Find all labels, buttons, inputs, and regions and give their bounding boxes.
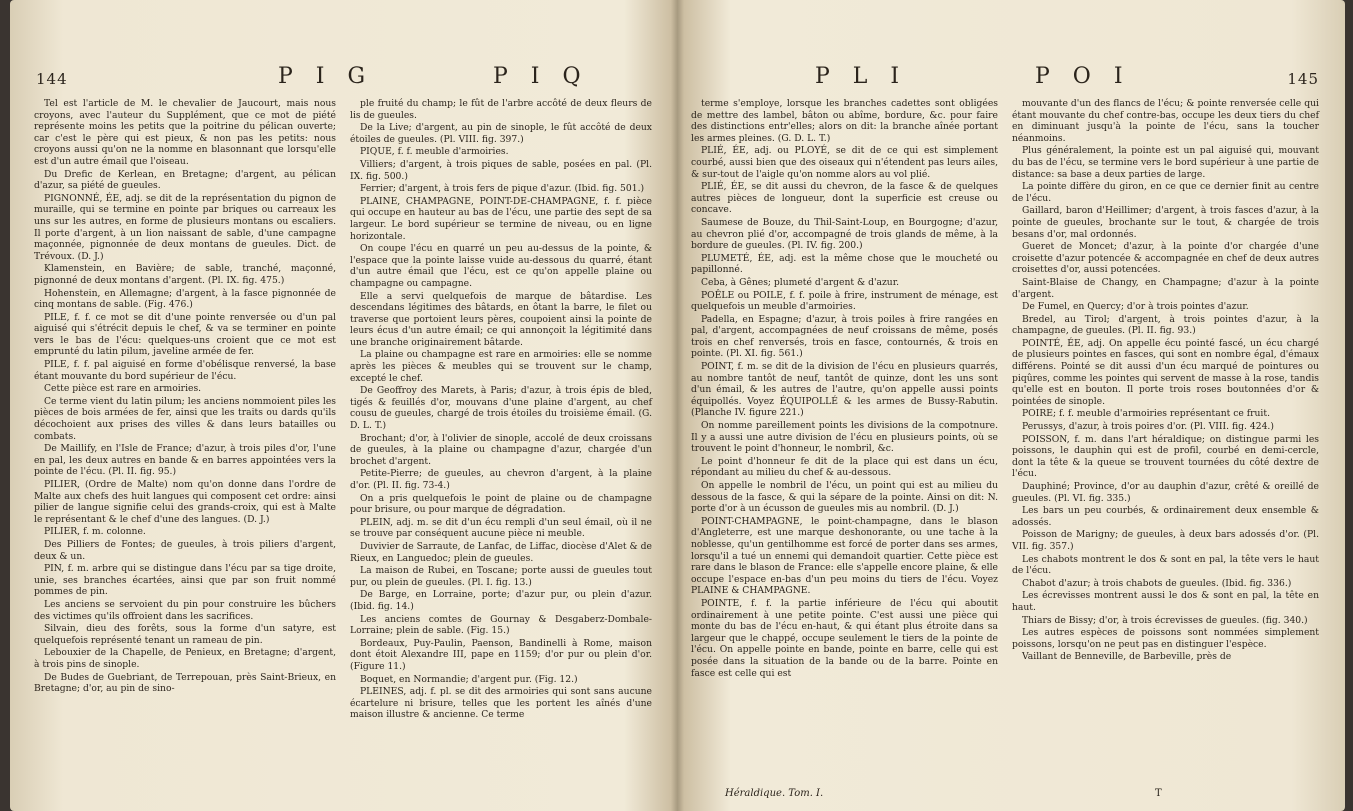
running-head: P I Q: [493, 64, 589, 89]
paragraph: Dauphiné; Province, d'or au dauphin d'azur, crêté & oreillé de gueules. (Pl. VI. fig. 335.): [1012, 481, 1319, 504]
text-column-left: [691, 98, 998, 680]
paragraph: Ferrier; d'argent, à trois fers de pique d'azur. (Ibid. fig. 501.): [360, 183, 645, 195]
paragraph: Les bars un peu courbés, & ordinairement deux ensemble & adossés.: [1012, 505, 1319, 528]
left-page-header: [28, 58, 658, 98]
paragraph: PIQUE, f. f. meuble d'armoiries.: [360, 146, 509, 158]
paragraph: POÊLE ou POILE, f. f. poile à frire, instrument de ménage, est quelquefois un meuble d'armoiries.: [691, 289, 998, 313]
signature-mark: T: [1155, 788, 1162, 799]
paragraph: Elle a servi quelquefois de marque de bâtardise. Les descendans légitimes des bâtards, en ôtant la barre, le filet ou traverse que portoient leurs pères, coupoient ainsi la pointe de leurs écus d'un autre émail; ce qui annonçoit la légitimité dans une branche originairement bâtarde.: [350, 290, 652, 348]
paragraph: PILE, f. f. pal aiguisé en forme d'obélisque renversé, la base étant mouvante du bord supérieur de l'écu.: [34, 359, 336, 382]
paragraph: Brochant; d'or, à l'olivier de sinople, accolé de deux croissans de gueules, à la plaine ou champagne d'azur, chargée d'un brochet d'argent.: [350, 432, 652, 467]
paragraph: Saumese de Bouze, du Thil-Saint-Loup, en Bourgogne; d'azur, au chevron plié d'or, accompagné de trois glands de même, à la bordure de gueules. (Pl. IV. fig. 200.): [691, 216, 998, 252]
paragraph: PIN, f. m. arbre qui se distingue dans l'écu par sa tige droite, unie, ses branches écartées, ainsi que par son fruit nommé pommes de pin.: [34, 563, 336, 598]
paragraph: Les écrevisses montrent aussi le dos & sont en pal, la tête en haut.: [1012, 590, 1319, 613]
paragraph: PLIÉ, ÉE, adj. ou PLOYÉ, se dit de ce qui est simplement courbé, aussi bien que des oiseaux qui n'étendent pas leurs ailes, & sur-tout de l'aigle qu'on nomme alors au vol plié.: [691, 145, 998, 180]
paragraph: Ceba, à Gênes; plumeté d'argent & d'azur.: [701, 276, 900, 288]
paragraph: On appelle le nombril de l'écu, un point qui est au milieu du dessous de la fasce, & qui la sépare de la pointe. Ainsi on dit: N. porte d'or à un écusson de gueules mis au nombril. (D. J.): [691, 480, 998, 515]
paragraph: PIGNONNÉ, ÉE, adj. se dit de la représentation du pignon de muraille, qui se termine en pointe par briques ou carreaux les uns sur les autres, en forme de plusieurs montans ou escaliers. Il porte d'argent, à un lion naissant de sable, d'une campagne maçonnée, pignonnée de deux montans de gueules. Dict. de Trévoux. (D. J.): [34, 192, 336, 262]
paragraph: On a pris quelquefois le point de plaine ou de champagne pour brisure, ou pour marque de dégradation.: [350, 492, 652, 516]
text-column-right: [350, 98, 652, 722]
paragraph: Duvivier de Sarraute, de Lanfac, de Liffac, diocèse d'Alet & de Rieux, en Languedoc; plein de gueules.: [350, 540, 652, 564]
paragraph: PILIER, f. m. colonne.: [44, 526, 146, 538]
paragraph: Boquet, en Normandie; d'argent pur. (Fig. 12.): [360, 673, 578, 685]
paragraph: De Fumel, en Quercy; d'or à trois pointes d'azur.: [1022, 301, 1249, 313]
paragraph: Les anciens se servoient du pin pour construire les bûchers des victimes qu'ils offroient dans les sacrifices.: [34, 598, 336, 622]
paragraph: POIRE; f. f. meuble d'armoiries représentant ce fruit.: [1022, 408, 1270, 420]
paragraph: Saint-Blaise de Changy, en Champagne; d'azur à la pointe d'argent.: [1012, 276, 1319, 300]
paragraph: De la Live; d'argent, au pin de sinople, le fût accôté de deux étoiles de gueules. (Pl. VIII. fig. 397.): [350, 122, 652, 145]
paragraph: PLEIN, adj. m. se dit d'un écu rempli d'un seul émail, où il ne se trouve par conséquent aucune pièce ni meuble.: [350, 516, 652, 540]
paragraph: mouvante d'un des flancs de l'écu; & pointe renversée celle qui étant mouvante du chef contre-bas, occupe les deux tiers du chef en diminuant jusqu'à la pointe de l'écu, sans la toucher néanmoins.: [1012, 98, 1319, 144]
paragraph: Gueret de Moncet; d'azur, à la pointe d'or chargée d'une croisette d'azur potencée & accompagnée en chef de deux autres croisettes d'or, aussi potencées.: [1012, 241, 1319, 276]
paragraph: Les autres espèces de poissons sont nommées simplement poissons, lorsqu'on ne peut pas en distinguer l'espèce.: [1012, 627, 1319, 650]
paragraph: Bordeaux, Puy-Paulin, Paenson, Bandinelli à Rome, maison dont étoit Alexandre III, pape en 1159; d'or pur ou plein d'or. (Figure 11.): [350, 637, 652, 672]
paragraph: Villiers; d'argent, à trois piques de sable, posées en pal. (Pl. IX. fig. 500.): [350, 158, 652, 182]
paragraph: Chabot d'azur; à trois chabots de gueules. (Ibid. fig. 336.): [1022, 577, 1292, 589]
running-head: P I G: [278, 64, 374, 89]
book-spread: [10, 0, 1345, 811]
paragraph: Lebouxier de la Chapelle, de Penieux, en Bretagne; d'argent, à trois pins de sinople.: [34, 647, 336, 670]
paragraph: POINTE, f. f. la partie inférieure de l'écu qui aboutit ordinairement à une petite pointe. C'est aussi une pièce qui monte du bas de l'écu en-haut, & qui étant plus étroite dans sa largeur que le chappé, occupe seulement le tiers de la pointe de l'écu. On appelle pointe en bande, pointe en barre, celle qui est posée dans la situation de la bande ou de la barre. Pointe en fasce est celle qui est: [691, 597, 998, 679]
paragraph: Du Drefic de Kerlean, en Bretagne; d'argent, au pélican d'azur, sa piété de gueules.: [34, 168, 336, 192]
paragraph: PLAINE, CHAMPAGNE, POINT-DE-CHAMPAGNE, f. f. pièce qui occupe en hauteur au bas de l'écu, une partie des sept de sa largeur. Le bord supérieur se termine de niveau, ou en ligne horizontale.: [350, 195, 652, 242]
running-head: P L I: [815, 64, 908, 89]
paragraph: PLEINES, adj. f. pl. se dit des armoiries qui sont sans aucune écartelure ni brisure, telles que les portent les aînés d'une maison illustre & ancienne. Ce terme: [350, 686, 652, 721]
paragraph: Cette pièce est rare en armoiries.: [44, 383, 202, 395]
paragraph: PLIÉ, ÉE, se dit aussi du chevron, de la fasce & de quelques autres pièces de longueur, dont la superficie est creuse ou concave.: [691, 181, 998, 216]
paragraph: Vaillant de Benneville, de Barbeville, près de: [1022, 651, 1232, 663]
paragraph: On coupe l'écu en quarré un peu au-dessus de la pointe, & l'espace que la pointe laisse vuide au-dessous du quarré, étant d'un autre émail que l'écu, est ce qu'on appelle plaine ou champagne ou campagne.: [350, 243, 652, 289]
paragraph: Gaillard, baron d'Heillimer; d'argent, à trois fasces d'azur, à la pointe de gueules, brochante sur le tout, & chargée de trois besans d'or, mal ordonnés.: [1012, 205, 1319, 240]
paragraph: De Budes de Guebriant, de Terrepouan, près Saint-Brieux, en Bretagne; d'or, au pin de sino-: [34, 671, 336, 695]
paragraph: Les anciens comtes de Gournay & Desgaberz-Dombale-Lorraine; plein de sable. (Fig. 15.): [350, 613, 652, 637]
paragraph: Hohenstein, en Allemagne; d'argent, à la fasce pignonnée de cinq montans de sable. (Fig. 476.): [34, 287, 336, 311]
paragraph: Plus généralement, la pointe est un pal aiguisé qui, mouvant du bas de l'écu, se termine vers le bord supérieur à une partie de distance: sa base a deux parties de large.: [1012, 145, 1319, 180]
paragraph: Ce terme vient du latin pilum; les anciens nommoient piles les pièces de bois armées de fer, ainsi que les traits ou dards qu'ils décochoient aux prises des villes & dans leurs batailles ou combats.: [34, 395, 336, 442]
paragraph: ple fruité du champ; le fût de l'arbre accôté de deux fleurs de lis de gueules.: [350, 98, 652, 121]
paragraph: La pointe diffère du giron, en ce que ce dernier finit au centre de l'écu.: [1012, 181, 1319, 204]
paragraph: Tel est l'article de M. le chevalier de Jaucourt, mais nous croyons, avec l'auteur du Supplément, que ce mot de piété représente moins les petits que la poitrine du pélican ouverte; car c'est le père qui est pieux, & non pas les petits: nous croyons aussi qu'on ne la nomme en blasonnant que lorsqu'elle est d'un autre émail que l'oiseau.: [34, 98, 336, 167]
paragraph: La plaine ou champagne est rare en armoiries: elle se nomme après les pièces & meubles qui se trouvent sur le champ, excepté le chef.: [350, 349, 652, 384]
paragraph: Des Pilliers de Fontes; de gueules, à trois piliers d'argent, deux & un.: [34, 538, 336, 562]
left-page: [28, 0, 658, 811]
running-head: P O I: [1035, 64, 1131, 89]
paragraph: terme s'employe, lorsque les branches cadettes sont obligées de mettre des lambel, bâton ou abîme, bordure, &c. pour faire des distinctions entr'elles; alors on dit: la branche aînée portant les armes pleines. (G. D. L. T.): [691, 98, 998, 144]
paragraph: De Geoffroy des Marets, à Paris; d'azur, à trois épis de bled, tigés & feuillés d'or, mouvans d'une plaine d'argent, au chef cousu de gueules, chargé de trois étoiles du troisième émail. (G. D. L. T.): [350, 385, 652, 432]
paragraph: De Maillify, en l'Isle de France; d'azur, à trois piles d'or, l'une en pal, les deux autres en bande & en barres appointées vers la pointe de l'écu. (Pl. II. fig. 95.): [34, 443, 336, 478]
paragraph: Bredel, au Tirol; d'argent, à trois pointes d'azur, à la champagne, de gueules. (Pl. II. fig. 93.): [1012, 313, 1319, 337]
paragraph: Poisson de Marigny; de gueules, à deux bars adossés d'or. (Pl. VII. fig. 357.): [1012, 529, 1319, 552]
footer-note: Héraldique. Tom. I.: [725, 788, 824, 799]
paragraph: Klamenstein, en Bavière; de sable, tranché, maçonné, pignonné de deux montans d'argent. (Pl. IX. fig. 475.): [34, 263, 336, 286]
text-column-left: [34, 98, 336, 722]
paragraph: POINT-CHAMPAGNE, le point-champagne, dans le blason d'Angleterre, est une marque deshonorante, ou une tache à la noblesse, qu'un gentilhomme est forcé de porter dans ses armes, lorsqu'il a tué un ennemi qui demandoit quartier. Cette pièce est rare dans le blason de France: elle s'appelle encore plaine, & elle occupe l'espace en-bas d'un peu moins du tiers de l'écu. Voyez PLAINE & CHAMPAGNE.: [691, 515, 998, 597]
right-page-header: [685, 58, 1325, 98]
paragraph: POISSON, f. m. dans l'art héraldique; on distingue parmi les poissons, le dauphin qui est de profil, courbé en demi-cercle, dont la tête & la queue se trouvent tournées du côté dextre de l'écu.: [1012, 433, 1319, 480]
paragraph: La maison de Rubei, en Toscane; porte aussi de gueules tout pur, ou plein de gueules. (Pl. I. fig. 13.): [350, 565, 652, 588]
paragraph: POINT, f. m. se dit de la division de l'écu en plusieurs quarrés, au nombre tantôt de neuf, tantôt de quinze, dont les uns sont d'un émail, & les autres de l'autre, qu'on appelle aussi points équipollés. Voyez ÉQUIPOLLÉ & les armes de Bussy-Rabutin. (Planche IV. figure 221.): [691, 361, 998, 419]
paragraph: Le point d'honneur fe dit de la place qui est dans un écu, répondant au milieu du chef & au-dessous.: [691, 455, 998, 479]
paragraph: De Barge, en Lorraine, porte; d'azur pur, ou plein d'azur. (Ibid. fig. 14.): [350, 589, 652, 612]
paragraph: Thiars de Bissy; d'or, à trois écrevisses de gueules. (fig. 340.): [1022, 614, 1308, 626]
paragraph: Petite-Pierre; de gueules, au chevron d'argent, à la plaine d'or. (Pl. II. fig. 73-4.): [350, 468, 652, 491]
text-column-right: [1012, 98, 1319, 680]
paragraph: Perussys, d'azur, à trois poires d'or. (Pl. VIII. fig. 424.): [1022, 421, 1274, 433]
page-number: 145: [1287, 70, 1319, 88]
right-page: [685, 0, 1325, 811]
paragraph: POINTÉ, ÉE, adj. On appelle écu pointé fascé, un écu chargé de plusieurs pointes en fasces, qui sont en nombre égal, d'émaux différens. Pointé se dit aussi d'un écu marqué de pointures ou piqûres, comme les pointes qui servent de masse à la rose, tandis qu'elle est en bouton. Il porte trois roses boutonnées d'or & pointées de sinople.: [1012, 337, 1319, 407]
paragraph: Padella, en Espagne; d'azur, à trois poiles à frire rangées en pal, d'argent, accompagnées de neuf croissans de même, posés trois en chef renversés, trois en fasce, contournés, & trois en pointe. (Pl. XI. fig. 561.): [691, 313, 998, 360]
paragraph: PLUMETÉ, ÉE, adj. est la même chose que le moucheté ou papillonné.: [691, 252, 998, 276]
paragraph: Silvain, dieu des forêts, sous la forme d'un satyre, est quelquefois représenté tenant un rameau de pin.: [34, 623, 336, 646]
paragraph: PILIER, (Ordre de Malte) nom qu'on donne dans l'ordre de Malte aux chefs des huit langues qui composent cet ordre: ainsi pilier de langue signifie celui des grands-croix, qui est à Malte le représentant & le chef d'une des langues. (D. J.): [34, 479, 336, 525]
page-number: 144: [36, 70, 68, 88]
paragraph: Les chabots montrent le dos & sont en pal, la tête vers le haut de l'écu.: [1012, 553, 1319, 577]
paragraph: PILE, f. f. ce mot se dit d'une pointe renversée ou d'un pal aiguisé qui s'étrécit depuis le chef, & va se terminer en pointe vers le bas de l'écu: quelques-uns croient que ce mot est emprunté du latin pilum, javeline armée de fer.: [34, 311, 336, 358]
paragraph: On nomme pareillement points les divisions de la compotnure. Il y a aussi une autre division de l'écu en plusieurs points, où se trouvent le point d'honneur, le nombril, &c.: [691, 420, 998, 455]
